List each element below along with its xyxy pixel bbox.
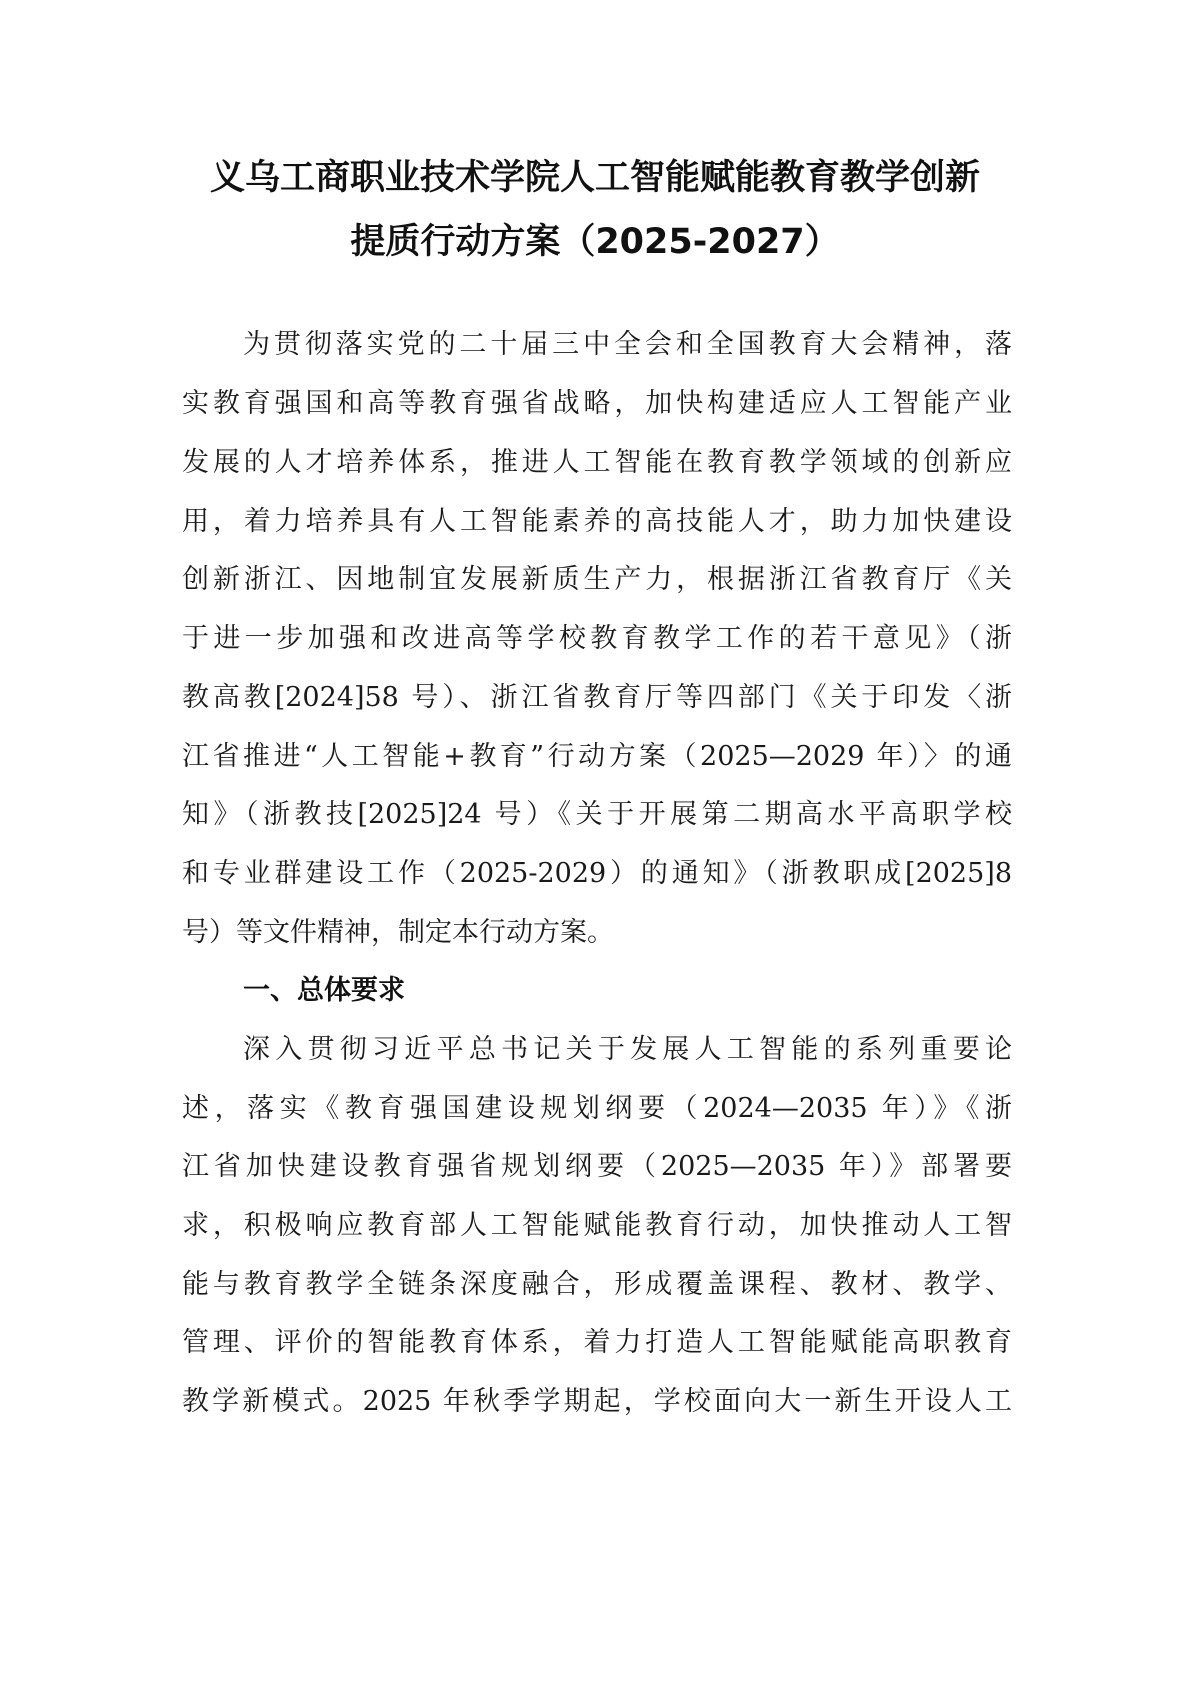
paragraph-line: 求，积极响应教育部人工智能赋能教育行动，加快推动人工智 bbox=[182, 1210, 1012, 1241]
paragraph-line: 深入贯彻习近平总书记关于发展人工智能的系列重要论 bbox=[243, 1034, 1012, 1065]
paragraph-line: 知》（浙教技[2025]24 号）《关于开展第二期高水平高职学校 bbox=[182, 799, 1012, 830]
paragraph-line: 发展的人才培养体系，推进人工智能在教育教学领域的创新应 bbox=[182, 447, 1012, 478]
document-title-line-2: 提质行动方案（2025-2027） bbox=[350, 222, 840, 262]
paragraph-line: 实教育强国和高等教育强省战略，加快构建适应人工智能产业 bbox=[182, 388, 1012, 419]
section-heading: 一、总体要求 bbox=[243, 975, 405, 1006]
document-title-line-1: 义乌工商职业技术学院人工智能赋能教育教学创新 bbox=[209, 158, 980, 198]
paragraph-line: 用，着力培养具有人工智能素养的高技能人才，助力加快建设 bbox=[182, 506, 1012, 537]
paragraph-line: 为贯彻落实党的二十届三中全会和全国教育大会精神，落 bbox=[243, 329, 1012, 360]
paragraph-line: 号）等文件精神，制定本行动方案。 bbox=[182, 917, 614, 948]
paragraph-line: 教高教[2024]58 号）、浙江省教育厅等四部门《关于印发〈浙 bbox=[182, 682, 1012, 713]
paragraph-line: 述，落实《教育强国建设规划纲要（2024—2035 年）》《浙 bbox=[182, 1093, 1012, 1124]
paragraph-line: 教学新模式。2025 年秋季学期起，学校面向大一新生开设人工 bbox=[182, 1386, 1012, 1417]
paragraph-line: 江省推进“人工智能+教育”行动方案（2025—2029 年）〉的通 bbox=[182, 741, 1012, 772]
paragraph-line: 江省加快建设教育强省规划纲要（2025—2035 年）》部署要 bbox=[182, 1151, 1012, 1182]
paragraph-line: 创新浙江、因地制宜发展新质生产力，根据浙江省教育厅《关 bbox=[182, 564, 1012, 595]
paragraph-line: 能与教育教学全链条深度融合，形成覆盖课程、教材、教学、 bbox=[182, 1269, 1012, 1300]
paragraph-line: 和专业群建设工作（2025-2029）的通知》（浙教职成[2025]8 bbox=[182, 858, 1012, 889]
paragraph-line: 管理、评价的智能教育体系，着力打造人工智能赋能高职教育 bbox=[182, 1327, 1012, 1358]
paragraph-line: 于进一步加强和改进高等学校教育教学工作的若干意见》（浙 bbox=[182, 623, 1012, 654]
